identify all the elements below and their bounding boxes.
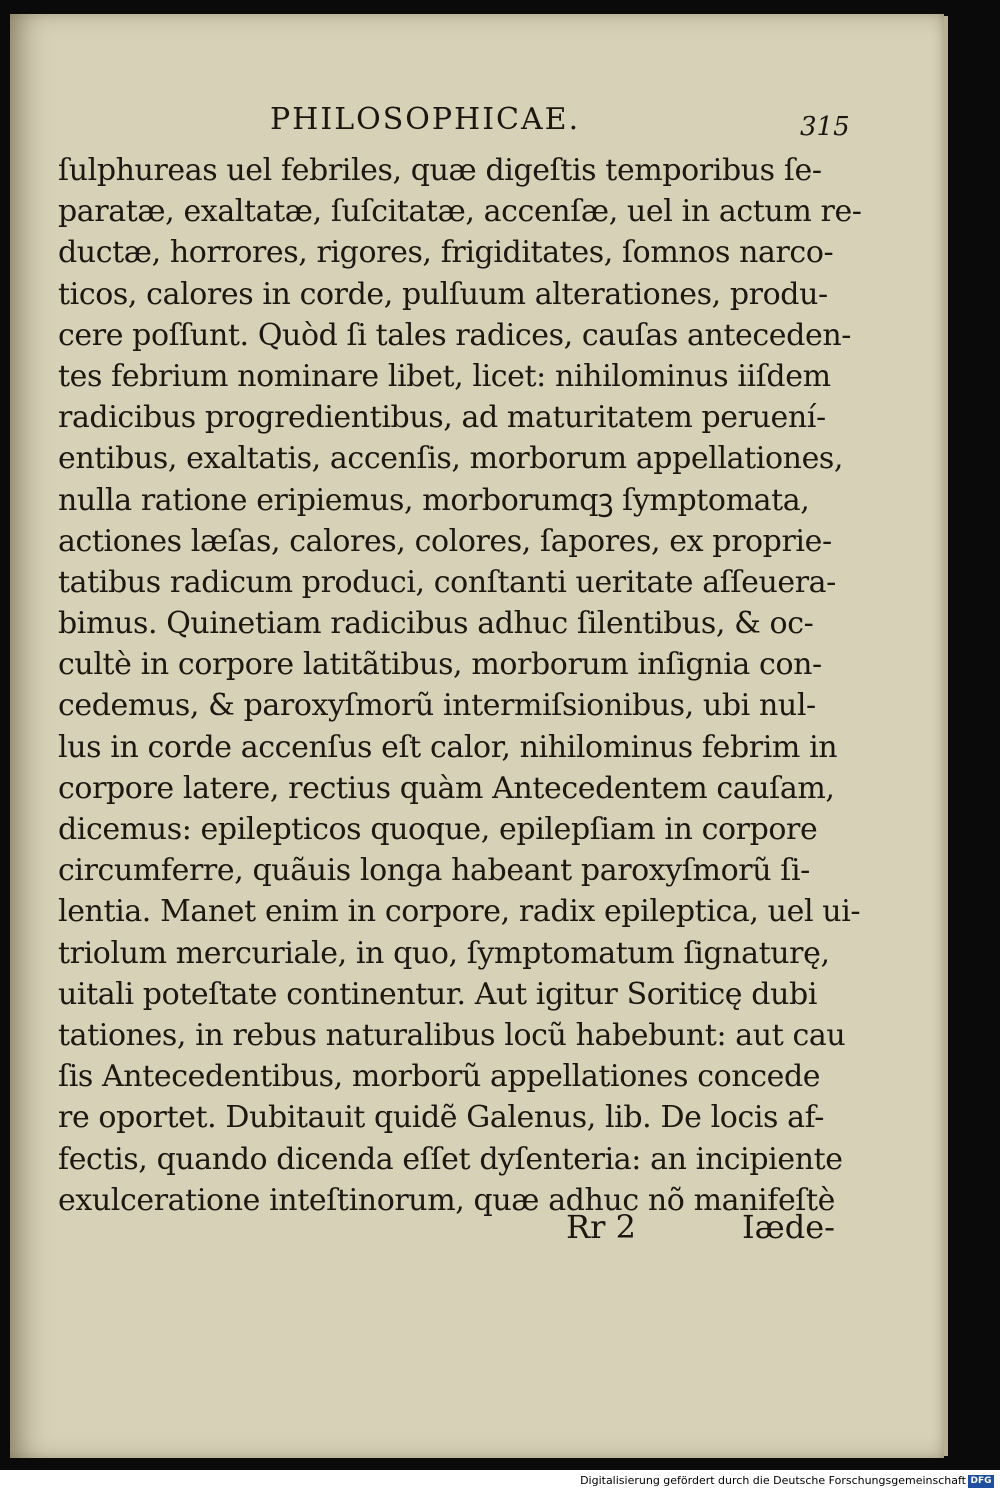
text-line: exulceratione inteſtinorum, quæ adhuc nõ manifeſtè <box>58 1182 836 1218</box>
text-line: re oportet. Dubitauit quidẽ Galenus, lib. De locis af- <box>58 1100 825 1136</box>
text-line: cere poſſunt. Quòd ſi tales radices, cauſas anteceden- <box>58 317 851 353</box>
footer-credit: Digitalisierung gefördert durch die Deutsche Forschungsgemeinschaft <box>580 1474 966 1487</box>
dfg-logo: DFG <box>968 1475 994 1488</box>
text-line: ſulphureas uel febriles, quæ digeſtis temporibus ſe- <box>58 153 822 188</box>
text-line: lus in corde accenſus eſt calor, nihilominus febrim in <box>58 729 838 765</box>
text-line: ticos, calores in corde, pulſuum alterationes, produ- <box>58 276 828 312</box>
text-line: bimus. Quinetiam radicibus adhuc ſilentibus, & oc- <box>58 606 814 642</box>
text-line: radicibus progredientibus, ad maturitatem peruení- <box>58 400 826 436</box>
text-line: lentia. Manet enim in corpore, radix epileptica, uel ui- <box>58 894 861 930</box>
text-line: tatibus radicum produci, conſtanti ueritate aſſeuera- <box>58 564 836 600</box>
text-line: tationes, in rebus naturalibus locũ habebunt: aut cau <box>58 1017 846 1053</box>
text-line: triolum mercuriale, in quo, ſymptomatum ſignaturę, <box>58 935 830 971</box>
page-number: 315 <box>800 112 850 142</box>
running-head: PHILOSOPHICAE. <box>270 102 581 137</box>
text-line: ductæ, horrores, rigores, frigiditates, ſomnos narco- <box>58 235 834 271</box>
page-edge <box>944 16 948 1456</box>
text-line: paratæ, exaltatæ, ſuſcitatæ, accenſæ, uel in actum re- <box>58 194 862 230</box>
text-line: circumferre, quãuis longa habeant paroxyſmorũ ſi- <box>58 853 810 889</box>
text-line: entibus, exaltatis, accenſis, morborum appellationes, <box>58 441 844 477</box>
text-line: dicemus: epilepticos quoque, epilepſiam in corpore <box>58 812 818 847</box>
text-line: uitali poteſtate continentur. Aut igitur Soriticę dubi <box>58 976 818 1012</box>
body-text <box>58 150 862 1221</box>
text-line: cultè in corpore latitãtibus, morborum inſignia con- <box>58 647 822 683</box>
text-line: ſis Antecedentibus, morborũ appellationes concede <box>58 1059 821 1095</box>
text-line: cedemus, & paroxyſmorũ intermiſsionibus, ubi nul- <box>58 688 816 724</box>
text-line: tes febrium nominare libet, licet: nihilominus iiſdem <box>58 358 831 394</box>
text-line: nulla ratione eripiemus, morborumqꝫ ſymptomata, <box>58 482 810 518</box>
text-line: actiones læſas, calores, colores, ſapores, ex proprie- <box>58 523 832 559</box>
catchword: Iæde- <box>742 1208 835 1246</box>
text-line: corpore latere, rectius quàm Antecedentem cauſam, <box>58 770 835 806</box>
text-line: fectis, quando dicenda eſſet dyſenteria: an incipiente <box>58 1141 843 1177</box>
signature-mark: Rr 2 <box>566 1208 636 1246</box>
